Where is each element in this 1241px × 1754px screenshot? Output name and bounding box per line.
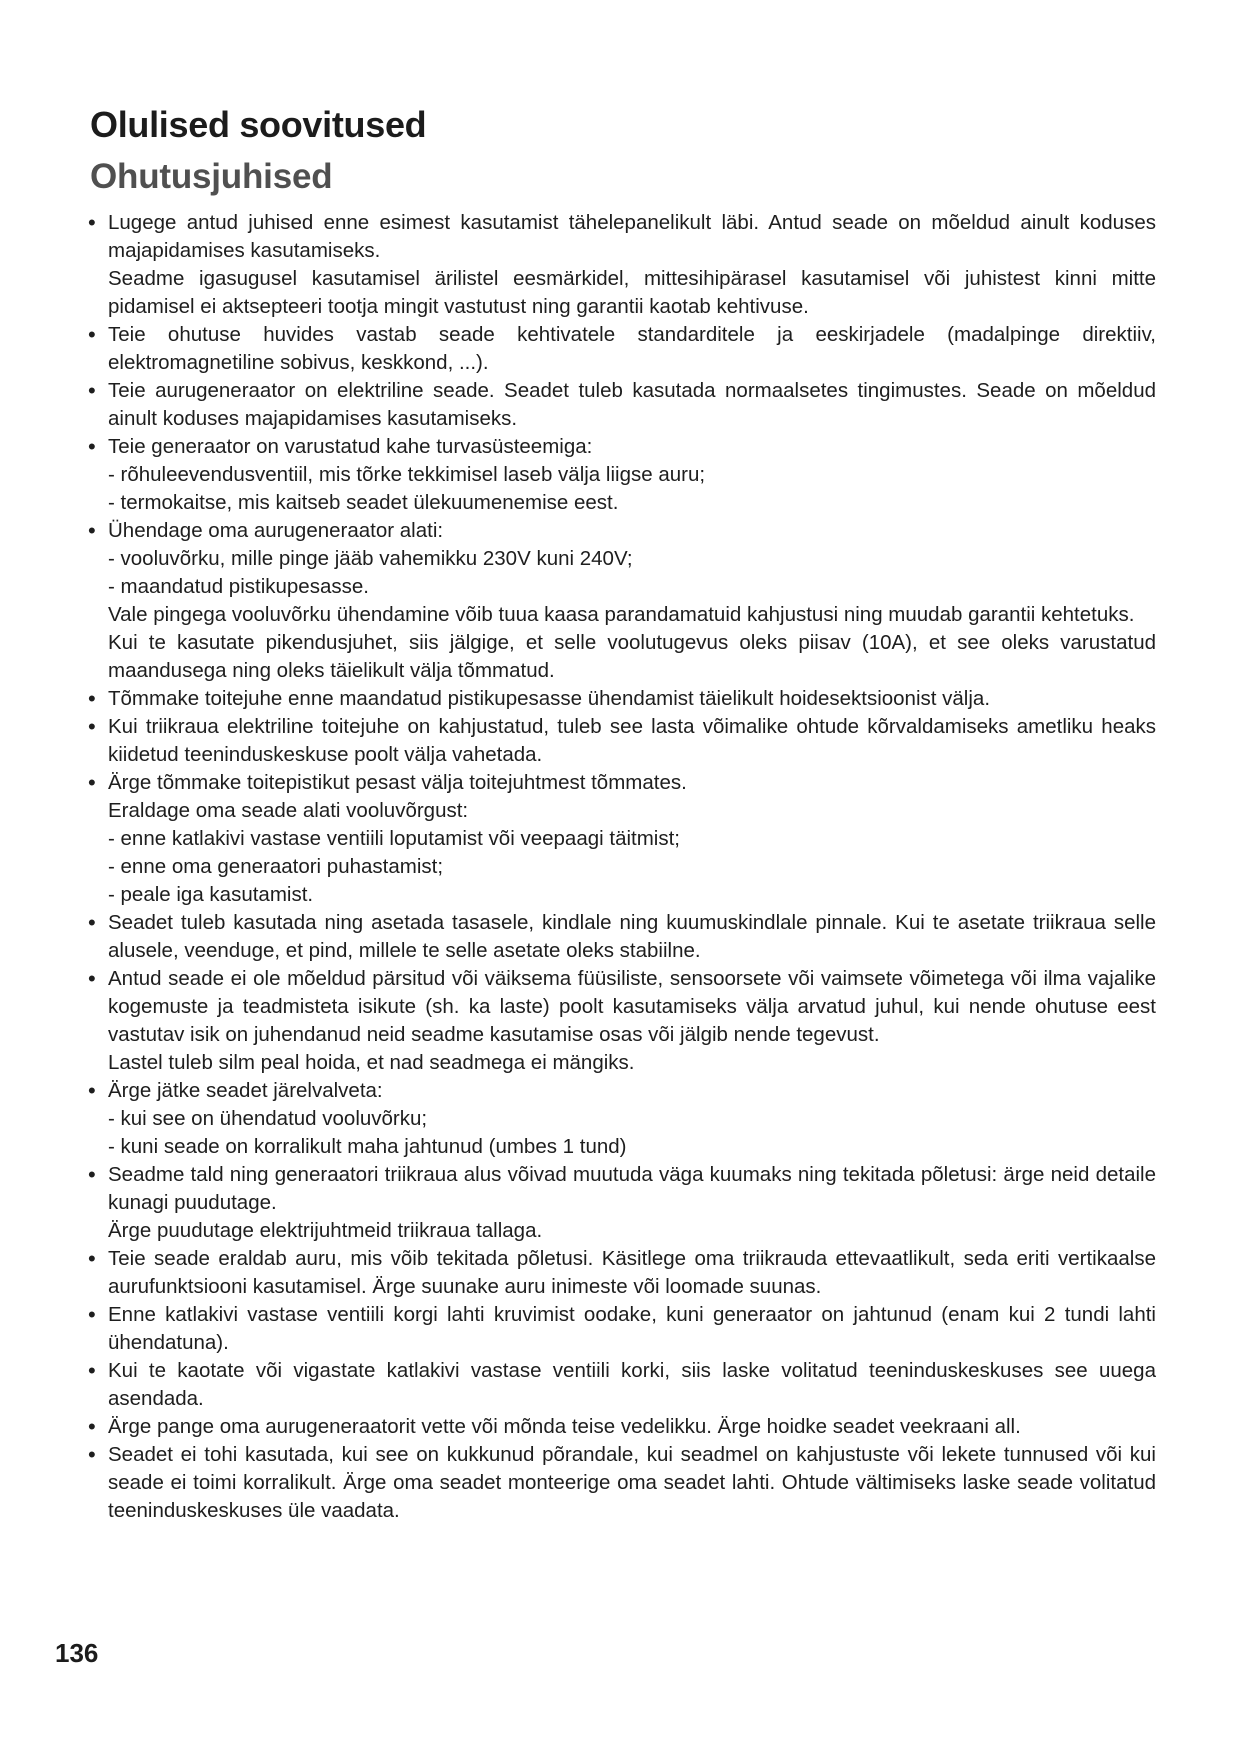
safety-instruction-item — [84, 1301, 1156, 1357]
instruction-line: - rõhuleevendusventiil, mis tõrke tekkimisel laseb välja liigse auru; — [108, 463, 706, 486]
instruction-line: • Seadet tuleb kasutada ning asetada tasasele, kindlale ning kuumuskindlale pinnale. Kui te asetate triikraua selle alusele, veenduge, et pind, millele te selle asetate oleks stabiilne. — [108, 911, 1156, 962]
safety-instruction-item — [84, 965, 1156, 1077]
safety-instruction-item — [84, 1077, 1156, 1161]
safety-instruction-item — [84, 1161, 1156, 1245]
instruction-line: Kui te kasutate pikendusjuhet, siis jälgige, et selle voolutugevus oleks piisav (10A), et see oleks varustatud maandusega ning oleks täielikult välja tõmmatud. — [108, 631, 1156, 682]
safety-instruction-item — [84, 321, 1156, 377]
instruction-line: • Ärge pange oma aurugeneraatorit vette või mõnda teise vedelikku. Ärge hoidke seadet veekraani all. — [108, 1415, 1021, 1438]
instruction-line: • Teie seade eraldab auru, mis võib tekitada põletusi. Käsitlege oma triikrauda ettevaatlikult, seda eriti vertikaalse aurufunktsiooni kasutamisel. Ärge suunake auru inimeste või loomade suunas. — [108, 1247, 1156, 1298]
section-heading: Ohutusjuhised — [90, 157, 333, 196]
instruction-line: Ärge puudutage elektrijuhtmeid triikraua tallaga. — [108, 1219, 543, 1242]
instruction-line: Seadme igasugusel kasutamisel ärilistel eesmärkidel, mittesihipärasel kasutamisel või juhistest kinni mitte pidamisel ei aktsepteeri tootja mingit vastutust ning garantii kaotab kehtivuse. — [108, 267, 1156, 318]
instruction-line: Lastel tuleb silm peal hoida, et nad seadmega ei mängiks. — [108, 1051, 635, 1074]
instruction-line: Eraldage oma seade alati vooluvõrgust: — [108, 799, 469, 822]
instruction-line: • Kui triikraua elektriline toitejuhe on kahjustatud, tuleb see lasta võimalike ohtude kõrvaldamiseks ametliku heaks kiidetud teeninduskeskuse poolt välja vahetada. — [108, 715, 1156, 766]
instruction-line: • Seadme tald ning generaatori triikraua alus võivad muutuda väga kuumaks ning tekitada põletusi: ärge neid detaile kunagi puudutage. — [108, 1163, 1156, 1214]
instruction-line: - kui see on ühendatud vooluvõrku; — [108, 1107, 428, 1130]
instruction-line: • Ärge jätke seadet järelvalveta: — [108, 1079, 383, 1102]
instruction-line: - maandatud pistikupesasse. — [108, 575, 369, 598]
safety-instruction-item — [84, 1441, 1156, 1525]
safety-instructions-list — [84, 209, 1156, 1525]
safety-instruction-item — [84, 685, 1156, 713]
safety-instruction-item — [84, 377, 1156, 433]
safety-instruction-item — [84, 713, 1156, 769]
safety-instruction-item — [84, 909, 1156, 965]
instruction-line: • Kui te kaotate või vigastate katlakivi vastase ventiili korki, siis laske volitatud teeninduskeskuses see uuega asendada. — [108, 1359, 1156, 1410]
safety-instruction-item — [84, 517, 1156, 685]
instruction-line: • Teie generaator on varustatud kahe turvasüsteemiga: — [108, 435, 593, 458]
page-number: 136 — [55, 1638, 99, 1668]
instruction-line: - peale iga kasutamist. — [108, 883, 314, 906]
instruction-line: Vale pingega vooluvõrku ühendamine võib tuua kaasa parandamatuid kahjustusi ning muudab garantii kehtetuks. — [108, 603, 1135, 626]
instruction-line: • Tõmmake toitejuhe enne maandatud pistikupesasse ühendamist täielikult hoidesektsioonist välja. — [108, 687, 991, 710]
safety-instruction-item — [84, 1357, 1156, 1413]
instruction-line: - kuni seade on korralikult maha jahtunud (umbes 1 tund) — [108, 1135, 627, 1158]
instruction-line: • Antud seade ei ole mõeldud pärsitud või väiksema füüsiliste, sensoorsete või vaimsete võimetega või ilma vajalike kogemuste ja teadmisteta isikute (sh. ka laste) poolt kasutamiseks välja arvatud juhul, kui nende ohutuse eest vastutav isik on juhendanud neid seadme kasutamise osas või jälgib nende tegevust. — [108, 967, 1156, 1046]
instruction-line: • Teie ohutuse huvides vastab seade kehtivatele standarditele ja eeskirjadele (madalpinge direktiiv, elektromagnetiline sobivus, keskkond, ...). — [108, 323, 1156, 374]
instruction-line: - enne oma generaatori puhastamist; — [108, 855, 444, 878]
safety-instruction-item — [84, 1413, 1156, 1441]
instruction-line: • Ärge tõmmake toitepistikut pesast välja toitejuhtmest tõmmates. — [108, 771, 687, 794]
instruction-line: - enne katlakivi vastase ventiili loputamist või veepaagi täitmist; — [108, 827, 680, 850]
safety-instruction-item — [84, 769, 1156, 909]
instruction-line: • Enne katlakivi vastase ventiili korgi lahti kruvimist oodake, kuni generaator on jahtunud (enam kui 2 tundi lahti ühendatuna). — [108, 1303, 1156, 1354]
instruction-line: • Seadet ei tohi kasutada, kui see on kukkunud põrandale, kui seadmel on kahjustuste või lekete tunnused või kui seade ei toimi korralikult. Ärge oma seadet monteerige oma seadet lahti. Ohtude vältimiseks laske seade volitatud teeninduskeskuses üle vaadata. — [108, 1443, 1156, 1522]
instruction-line: • Lugege antud juhised enne esimest kasutamist tähelepanelikult läbi. Antud seade on mõeldud ainult koduses majapidamises kasutamiseks. — [108, 211, 1156, 262]
instruction-line: • Teie aurugeneraator on elektriline seade. Seadet tuleb kasutada normaalsetes tingimustes. Seade on mõeldud ainult koduses majapidamises kasutamiseks. — [108, 379, 1156, 430]
instruction-line: - termokaitse, mis kaitseb seadet ülekuumenemise eest. — [108, 491, 619, 514]
safety-instruction-item — [84, 1245, 1156, 1301]
safety-instruction-item — [84, 433, 1156, 517]
instruction-line: • Ühendage oma aurugeneraator alati: — [108, 519, 444, 542]
page-heading: Olulised soovitused — [90, 104, 427, 145]
instruction-line: - vooluvõrku, mille pinge jääb vahemikku 230V kuni 240V; — [108, 547, 633, 570]
safety-instruction-item — [84, 209, 1156, 321]
